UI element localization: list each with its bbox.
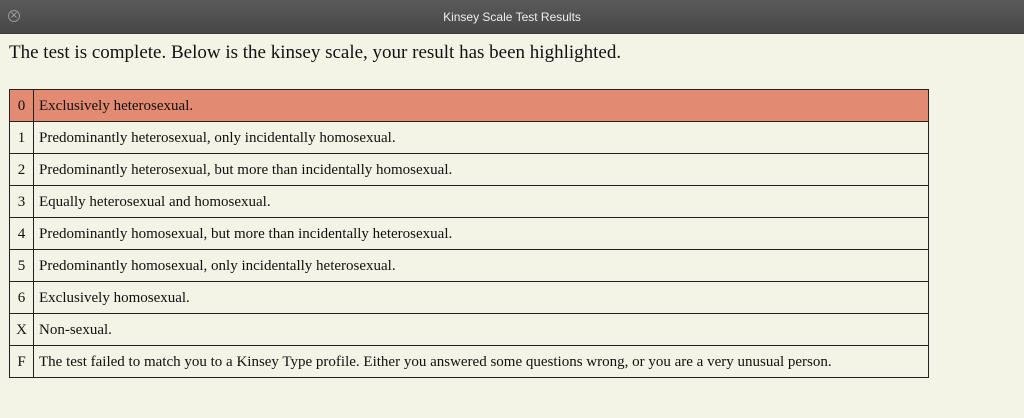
table-row <box>10 250 929 282</box>
scale-code: 6 <box>10 282 34 314</box>
table-row <box>10 282 929 314</box>
scale-description: The test failed to match you to a Kinsey Type profile. Either you answered some questions wrong, or you are a very unusual person. <box>34 346 929 378</box>
table-row <box>10 186 929 218</box>
scale-code: X <box>10 314 34 346</box>
scale-code: 4 <box>10 218 34 250</box>
table-row-highlighted <box>10 90 929 122</box>
scale-description: Equally heterosexual and homosexual. <box>34 186 929 218</box>
scale-description: Non-sexual. <box>34 314 929 346</box>
close-icon[interactable]: × <box>9 10 19 21</box>
scale-code: 0 <box>10 90 34 122</box>
scale-code: 1 <box>10 122 34 154</box>
scale-code: 5 <box>10 250 34 282</box>
table-row <box>10 314 929 346</box>
scale-description: Predominantly homosexual, only incidentally heterosexual. <box>34 250 929 282</box>
kinsey-scale-table <box>9 89 929 378</box>
window-title: Kinsey Scale Test Results <box>443 10 581 24</box>
scale-code: 3 <box>10 186 34 218</box>
scale-description: Exclusively heterosexual. <box>34 90 929 122</box>
scale-description: Exclusively homosexual. <box>34 282 929 314</box>
scale-description: Predominantly heterosexual, only incidentally homosexual. <box>34 122 929 154</box>
table-row <box>10 154 929 186</box>
table-row <box>10 346 929 378</box>
scale-description: Predominantly homosexual, but more than incidentally heterosexual. <box>34 218 929 250</box>
window-titlebar <box>0 0 1024 34</box>
table-row <box>10 218 929 250</box>
table-row <box>10 122 929 154</box>
scale-code: 2 <box>10 154 34 186</box>
scale-description: Predominantly heterosexual, but more than incidentally homosexual. <box>34 154 929 186</box>
intro-text: The test is complete. Below is the kinsey scale, your result has been highlighted. <box>9 42 622 63</box>
scale-code: F <box>10 346 34 378</box>
